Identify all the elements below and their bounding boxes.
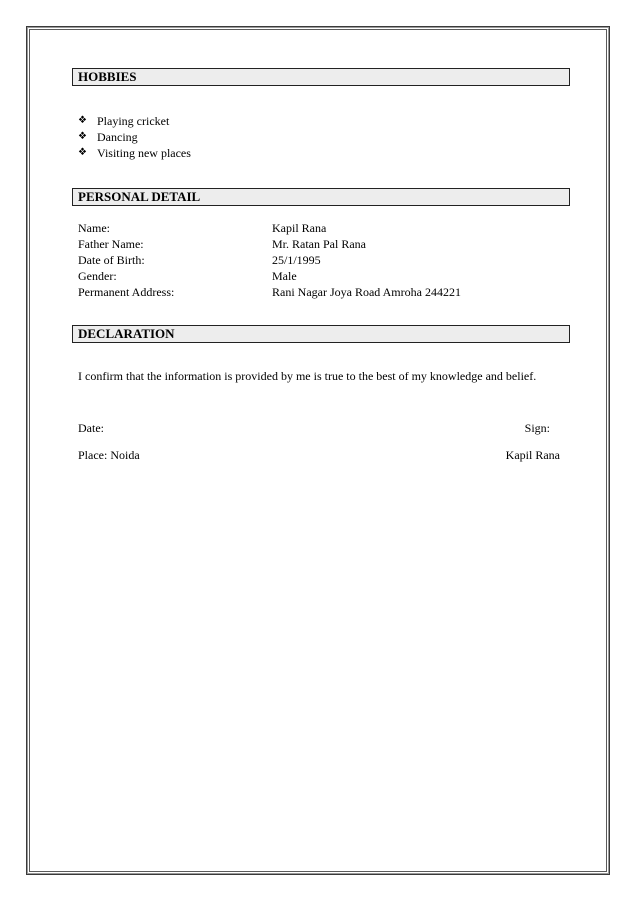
date-label: Date: — [78, 421, 104, 435]
place-label: Place: Noida — [78, 448, 140, 462]
detail-value: Kapil Rana — [272, 221, 327, 235]
sign-label: Sign: — [524, 421, 550, 435]
personal-detail-title: PERSONAL DETAIL — [78, 189, 201, 204]
detail-label: Name: — [78, 221, 110, 235]
hobbies-header — [72, 68, 570, 86]
detail-row-date-of-birth — [78, 252, 461, 268]
diamond-bullet-icon: ❖ — [78, 115, 87, 126]
detail-label: Permanent Address: — [78, 285, 175, 299]
personal-detail-header — [72, 188, 570, 206]
declaration-statement: I confirm that the information is provided by me is true to the best of my knowledge and belief. — [78, 369, 537, 383]
declaration-header — [72, 325, 570, 343]
declaration-title: DECLARATION — [78, 326, 175, 341]
list-item — [78, 145, 191, 161]
detail-row-gender — [78, 268, 461, 284]
list-item — [78, 113, 191, 129]
diamond-bullet-icon: ❖ — [78, 147, 87, 158]
detail-row-name — [78, 220, 461, 236]
detail-label: Gender: — [78, 269, 117, 283]
detail-value: Mr. Ratan Pal Rana — [272, 237, 366, 251]
hobby-text: Visiting new places — [97, 146, 191, 160]
detail-label: Date of Birth: — [78, 253, 145, 267]
hobbies-title: HOBBIES — [78, 69, 137, 84]
hobbies-list — [78, 113, 191, 161]
list-item — [78, 129, 191, 145]
hobby-text: Playing cricket — [97, 114, 170, 128]
detail-value: 25/1/1995 — [272, 253, 321, 267]
hobby-text: Dancing — [97, 130, 138, 144]
detail-value: Male — [272, 269, 297, 283]
detail-row-address — [78, 284, 461, 300]
detail-label: Father Name: — [78, 237, 144, 251]
personal-detail-table — [78, 220, 461, 300]
detail-row-father-name — [78, 236, 461, 252]
diamond-bullet-icon: ❖ — [78, 131, 87, 142]
signatory-name: Kapil Rana — [505, 448, 560, 462]
detail-value: Rani Nagar Joya Road Amroha 244221 — [272, 285, 461, 299]
